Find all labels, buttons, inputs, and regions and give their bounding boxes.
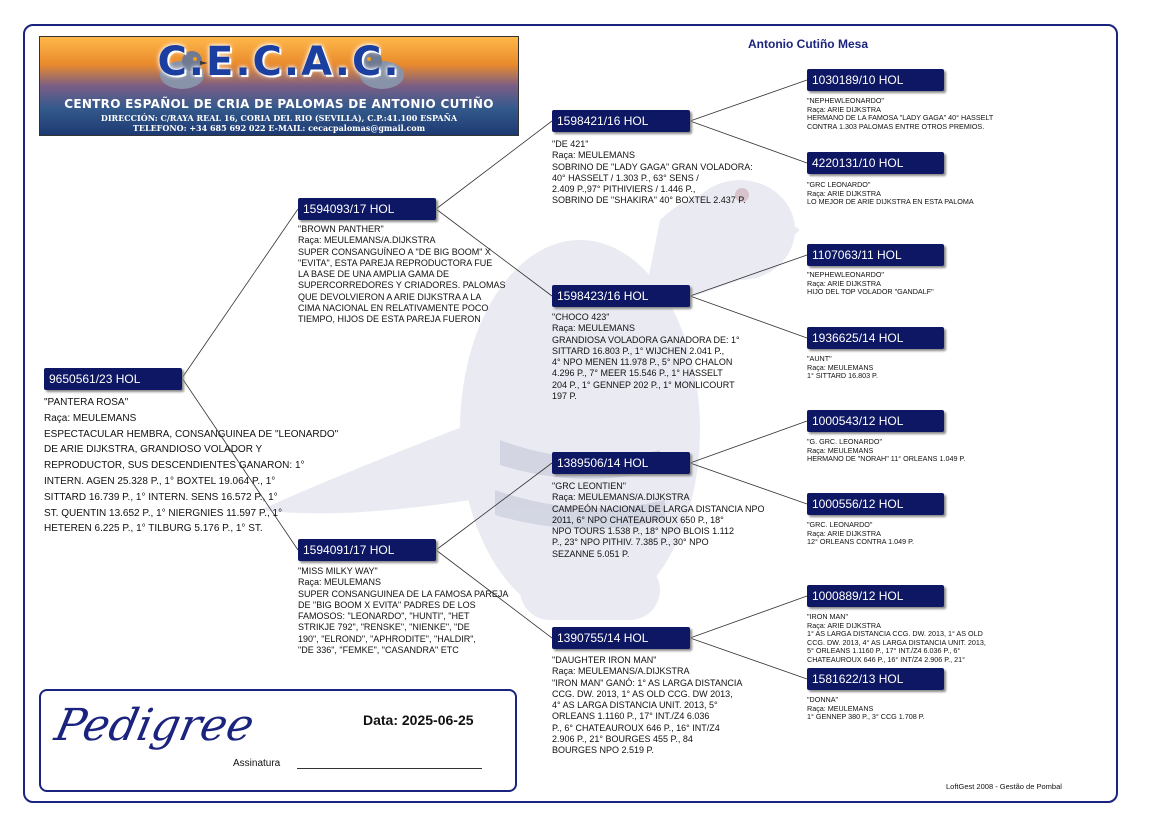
ggp-2-ring[interactable]: 4220131/10 HOL bbox=[807, 152, 944, 174]
sire-ring[interactable]: 1594093/17 HOL bbox=[298, 198, 436, 220]
ggp-1-description bbox=[807, 97, 993, 131]
ggp-4-description bbox=[807, 355, 878, 381]
description-line: SUPERCORREDORES Y CRIADORES. PALOMAS bbox=[298, 280, 506, 291]
description-line: 4° AS LARGA DISTANCIA UNIT. 2013, 5° bbox=[552, 700, 718, 711]
description-line: "DAUGHTER IRON MAN" bbox=[552, 655, 657, 665]
description-line: Raça: MEULEMANS bbox=[44, 412, 137, 424]
description-line: Raça: MEULEMANS bbox=[807, 445, 874, 455]
description-line: 12° ORLEANS CONTRA 1.049 P. bbox=[807, 537, 915, 547]
description-line: GRANDIOSA VOLADORA GANADORA DE: 1° bbox=[552, 334, 740, 345]
connector-line bbox=[690, 596, 807, 638]
description-line: 1° SITTARD 16.803 P. bbox=[807, 371, 878, 381]
description-line: CCG. DW. 2013, 4° AS LARGA DISTANCIA UNIT. 2013, bbox=[807, 637, 986, 647]
description-line: INTERN. AGEN 25.328 P., 1° BOXTEL 19.064 P., 1° bbox=[44, 475, 276, 487]
description-line: SEZANNE 5.051 P. bbox=[552, 548, 630, 559]
description-line: "NEPHEWLEONARDO" bbox=[807, 96, 884, 105]
sire-dam-ring[interactable]: 1598423/16 HOL bbox=[552, 285, 690, 307]
description-line: 2.409 P.,97° PITHIVIERS / 1.446 P., bbox=[552, 184, 696, 195]
ggp-1-ring[interactable]: 1030189/10 HOL bbox=[807, 69, 944, 91]
description-line: "GRC LEONTIEN" bbox=[552, 481, 626, 491]
description-line: Raça: MEULEMANS bbox=[552, 150, 636, 161]
description-line: Raça: MEULEMANS/A.DIJKSTRA bbox=[552, 666, 690, 677]
description-line: SUPER CONSANGUINEA DE LA FAMOSA PAREJA bbox=[298, 588, 509, 599]
description-line: BOURGES NPO 2.519 P. bbox=[552, 745, 654, 756]
connector-line bbox=[182, 209, 298, 378]
description-line: 197 P. bbox=[552, 391, 577, 402]
dam-description bbox=[298, 566, 508, 656]
description-line: Raça: ARIE DIJKSTRA bbox=[807, 528, 881, 538]
description-line: Raça: MEULEMANS bbox=[807, 362, 874, 372]
ggp-8-description bbox=[807, 696, 925, 722]
subject-description bbox=[44, 395, 338, 537]
dam-ring[interactable]: 1594091/17 HOL bbox=[298, 539, 436, 561]
description-line: HERMANO DE LA FAMOSA "LADY GAGA" 40° HASSELT bbox=[807, 113, 994, 123]
description-line: "IRON MAN" GANÓ: 1° AS LARGA DISTANCIA bbox=[552, 677, 743, 688]
description-line: Raça: MEULEMANS/A.DIJKSTRA bbox=[298, 235, 436, 246]
description-line: Raça: ARIE DIJKSTRA bbox=[807, 278, 881, 288]
club-subtitle: CENTRO ESPAÑOL DE CRIA DE PALOMAS DE ANTONIO CUTIÑO bbox=[64, 97, 494, 111]
ggp-5-description bbox=[807, 438, 965, 464]
subject-ring[interactable]: 9650561/23 HOL bbox=[44, 368, 182, 390]
description-line: Raça: ARIE DIJKSTRA bbox=[807, 620, 881, 630]
description-line: 40° HASSELT / 1.303 P., 63° SENS / bbox=[552, 172, 699, 183]
description-line: CAMPEÓN NACIONAL DE LARGA DISTANCIA NPO bbox=[552, 503, 765, 514]
ggp-2-description bbox=[807, 181, 974, 207]
description-line: FAMOSOS: "LEONARDO", "HUNTI", "HET bbox=[298, 611, 470, 622]
description-line: 1° AS LARGA DISTANCIA CCG. DW. 2013, 1° AS OLD bbox=[807, 629, 983, 639]
description-line: "DONNA" bbox=[807, 695, 839, 704]
description-line: "IRON MAN" bbox=[807, 612, 849, 621]
description-line: "EVITA", ESTA PAREJA REPRODUCTORA FUE bbox=[298, 257, 493, 268]
description-line: Raça: MEULEMANS bbox=[298, 577, 382, 588]
description-line: STRIKJE 792", "RENSKE", "NIENKE", "DE bbox=[298, 622, 470, 633]
description-line: 2011, 6° NPO CHATEAUROUX 650 P., 18° bbox=[552, 514, 724, 525]
description-line: SITTARD 16.803 P., 1° WIJCHEN 2.041 P., bbox=[552, 345, 725, 356]
description-line: "AUNT" bbox=[807, 354, 832, 363]
dam-sire-description bbox=[552, 481, 765, 560]
description-line: ESPECTACULAR HEMBRA, CONSANGUINEA DE "LEONARDO" bbox=[44, 428, 339, 440]
club-title: C.E.C.A.C. bbox=[157, 39, 401, 85]
sire-dam-description bbox=[552, 312, 740, 402]
description-line: HETEREN 6.225 P., 1° TILBURG 5.176 P., 1° ST. bbox=[44, 523, 263, 535]
ggp-7-ring[interactable]: 1000889/12 HOL bbox=[807, 585, 944, 607]
connector-line bbox=[690, 421, 807, 463]
description-line: TIEMPO, HIJOS DE ESTA PAREJA FUERON bbox=[298, 314, 481, 325]
owner-name: Antonio Cutiño Mesa bbox=[748, 37, 868, 51]
signature-line[interactable] bbox=[297, 768, 482, 769]
ggp-8-ring[interactable]: 1581622/13 HOL bbox=[807, 668, 944, 690]
description-line: LO MEJOR DE ARIE DIJKSTRA EN ESTA PALOMA bbox=[807, 197, 974, 207]
ggp-3-description bbox=[807, 271, 934, 297]
description-line: LA BASE DE UNA AMPLIA GAMA DE bbox=[298, 269, 450, 280]
ggp-5-ring[interactable]: 1000543/12 HOL bbox=[807, 410, 944, 432]
description-line: QUE DEVOLVIERON A ARIE DIJKSTRA A LA bbox=[298, 291, 482, 302]
description-line: P., 6° CHATEAUROUX 646 P., 16° INT/Z4 bbox=[552, 722, 720, 733]
description-line: SOBRINO DE "LADY GAGA" GRAN VOLADORA: bbox=[552, 161, 753, 172]
description-line: "DE 421" bbox=[552, 139, 589, 149]
description-line: DE "BIG BOOM X EVITA" PADRES DE LOS bbox=[298, 599, 476, 610]
club-address: DIRECCIÓN: C/RAYA REAL 16, CORIA DEL RIO (SEVILLA), C.P.:41.100 ESPAÑA bbox=[100, 113, 458, 123]
ggp-7-description bbox=[807, 613, 986, 665]
description-line: CIMA NACIONAL EN RELATIVAMENTE POCO bbox=[298, 303, 489, 314]
description-line: "BROWN PANTHER" bbox=[298, 224, 384, 234]
description-line: DE ARIE DIJKSTRA, GRANDIOSO VOLADOR Y bbox=[44, 444, 263, 456]
pedigree-date: Data: 2025-06-25 bbox=[363, 712, 474, 728]
description-line: 1° GENNEP 380 P., 3° CCG 1.708 P. bbox=[807, 712, 925, 722]
sire-sire-ring[interactable]: 1598421/16 HOL bbox=[552, 110, 690, 132]
description-line: CCG. DW. 2013, 1° AS OLD CCG. DW 2013, bbox=[552, 688, 733, 699]
description-line: 4.296 P., 7° MEER 15.546 P., 1° HASSELT bbox=[552, 368, 723, 379]
connector-line bbox=[690, 80, 807, 121]
dam-dam-description bbox=[552, 655, 742, 757]
dam-sire-ring[interactable]: 1389506/14 HOL bbox=[552, 452, 690, 474]
description-line: "MISS MILKY WAY" bbox=[298, 566, 378, 576]
description-line: "G. GRC. LEONARDO" bbox=[807, 437, 882, 446]
description-line: Raça: ARIE DIJKSTRA bbox=[807, 104, 881, 114]
sire-sire-description bbox=[552, 139, 753, 207]
description-line: P., 23° NPO PITHIV. 7.385 P., 30° NPO bbox=[552, 537, 709, 548]
ggp-6-description bbox=[807, 521, 914, 547]
signature-label: Assinatura bbox=[233, 758, 281, 769]
description-line: Raça: MEULEMANS/A.DIJKSTRA bbox=[552, 492, 690, 503]
description-line: Raça: ARIE DIJKSTRA bbox=[807, 188, 881, 198]
club-contact: TELEFONO: +34 685 692 022 E-MAIL: cecacpalomas@gmail.com bbox=[132, 123, 426, 133]
connector-line bbox=[690, 255, 807, 296]
description-line: Raça: MEULEMANS bbox=[552, 323, 636, 334]
description-line: 204 P., 1° GENNEP 202 P., 1° MONLICOURT bbox=[552, 379, 735, 390]
description-line: "DE 336", "FEMKE", "CASANDRA" ETC bbox=[298, 645, 459, 656]
dam-dam-ring[interactable]: 1390755/14 HOL bbox=[552, 627, 690, 649]
ggp-4-ring[interactable]: 1936625/14 HOL bbox=[807, 327, 944, 349]
description-line: "PANTERA ROSA" bbox=[44, 397, 129, 408]
description-line: "NEPHEWLEONARDO" bbox=[807, 270, 884, 279]
description-line: "CHOCO 423" bbox=[552, 312, 610, 322]
connector-line bbox=[436, 121, 552, 209]
description-line: SITTARD 16.739 P., 1° INTERN. SENS 16.572 P., 1° bbox=[44, 491, 278, 503]
ggp-3-ring[interactable]: 1107063/11 HOL bbox=[807, 244, 944, 266]
description-line: "GRC. LEONARDO" bbox=[807, 520, 873, 529]
description-line: "GRC LEONARDO" bbox=[807, 180, 871, 189]
connector-line bbox=[436, 463, 552, 550]
description-line: SUPER CONSANGUÍNEO A "DE BIG BOOM" X bbox=[298, 246, 491, 257]
description-line: 190", "ELROND", "APHRODITE", "HALDIR", bbox=[298, 633, 476, 644]
description-line: REPRODUCTOR, SUS DESCENDIENTES GANARON: 1° bbox=[44, 460, 305, 472]
description-line: HERMANO DE "NORAH" 11° ORLEANS 1.049 P. bbox=[807, 454, 966, 464]
description-line: ORLEANS 1.1160 P., 17° INT./Z4 6.036 bbox=[552, 711, 710, 722]
description-line: 4° NPO MENEN 11.978 P., 5° NPO CHALON bbox=[552, 357, 733, 368]
description-line: ST. QUENTIN 13.652 P., 1° NIERGNIES 11.597 P., 1° bbox=[44, 507, 283, 519]
description-line: NPO TOURS 1.538 P., 18° NPO BLOIS 1.112 bbox=[552, 526, 735, 537]
description-line: 5° ORLEANS 1.1160 P., 17° INT./Z4 6.036 P., 6° bbox=[807, 646, 961, 656]
pedigree-title: Pedigree bbox=[50, 700, 259, 751]
description-line: SOBRINO DE "SHAKIRA" 40° BOXTEL 2.437 P. bbox=[552, 195, 746, 206]
description-line: HIJO DEL TOP VOLADOR "GANDALF" bbox=[807, 287, 934, 297]
description-line: Raça: MEULEMANS bbox=[807, 703, 874, 713]
software-credit: LoftGest 2008 - Gestão de Pombal bbox=[946, 782, 1062, 791]
description-line: 2.906 P., 21° BOURGES 455 P., 84 bbox=[552, 734, 693, 745]
sire-description bbox=[298, 224, 506, 326]
ggp-6-ring[interactable]: 1000556/12 HOL bbox=[807, 493, 944, 515]
description-line: CONTRA 1.303 PALOMAS ENTRE OTROS PREMIOS. bbox=[807, 121, 985, 131]
description-line: CHATEAUROUX 646 P., 16° INT/Z4 2.906 P., 21° bbox=[807, 654, 965, 664]
